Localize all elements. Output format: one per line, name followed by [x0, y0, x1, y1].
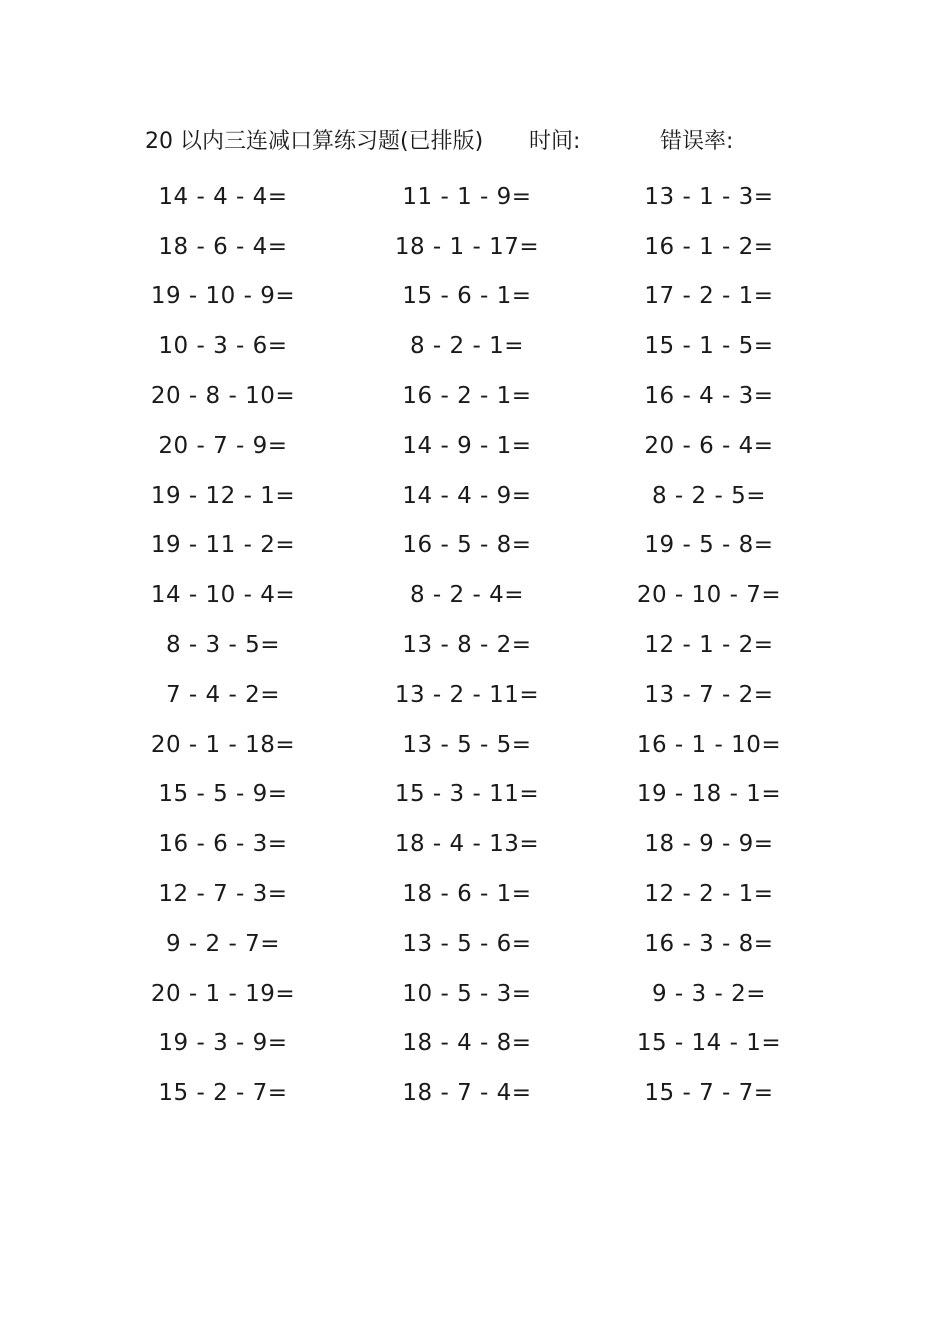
problem-item: 19 - 3 - 9= [158, 1030, 288, 1057]
problem-item: 18 - 7 - 4= [402, 1080, 532, 1107]
problem-row [100, 521, 850, 571]
problem-item: 15 - 7 - 7= [644, 1080, 774, 1107]
problem-row [100, 919, 850, 969]
problem-item: 18 - 6 - 4= [158, 233, 288, 260]
problem-item: 13 - 5 - 6= [402, 930, 532, 957]
problem-row [100, 321, 850, 371]
problem-item: 20 - 1 - 19= [150, 980, 296, 1007]
problem-item: 20 - 8 - 10= [150, 383, 296, 410]
page-title: 20 以内三连减口算练习题(已排版) [145, 129, 484, 154]
problem-item: 15 - 5 - 9= [158, 781, 288, 808]
problem-item: 14 - 4 - 9= [402, 482, 532, 509]
problem-item: 15 - 6 - 1= [402, 283, 532, 310]
problem-item: 18 - 4 - 8= [402, 1030, 532, 1057]
problem-item: 14 - 4 - 4= [158, 183, 288, 210]
problem-item: 20 - 1 - 18= [150, 731, 296, 758]
problem-item: 10 - 5 - 3= [402, 980, 532, 1007]
problem-item: 18 - 4 - 13= [394, 831, 540, 858]
problem-item: 20 - 6 - 4= [644, 432, 774, 459]
problem-row [100, 620, 850, 670]
problem-row [100, 770, 850, 820]
problem-item: 15 - 3 - 11= [394, 781, 540, 808]
problem-item: 18 - 1 - 17= [394, 233, 540, 260]
problem-item: 16 - 5 - 8= [402, 532, 532, 559]
problem-item: 16 - 1 - 10= [636, 731, 782, 758]
problem-item: 12 - 7 - 3= [158, 881, 288, 908]
problem-item: 9 - 3 - 2= [651, 980, 766, 1007]
problem-item: 15 - 14 - 1= [636, 1030, 782, 1057]
problem-item: 16 - 4 - 3= [644, 383, 774, 410]
problem-item: 8 - 2 - 5= [651, 482, 766, 509]
problem-item: 19 - 11 - 2= [150, 532, 296, 559]
problem-item: 8 - 3 - 5= [165, 632, 280, 659]
problem-item: 13 - 2 - 11= [394, 681, 540, 708]
problem-row [100, 272, 850, 322]
problem-item: 16 - 3 - 8= [644, 930, 774, 957]
problem-item: 16 - 6 - 3= [158, 831, 288, 858]
problem-row [100, 819, 850, 869]
problem-item: 13 - 5 - 5= [402, 731, 532, 758]
problem-item: 17 - 2 - 1= [644, 283, 774, 310]
problem-item: 19 - 12 - 1= [150, 482, 296, 509]
problem-item: 13 - 1 - 3= [644, 183, 774, 210]
problem-item: 19 - 10 - 9= [150, 283, 296, 310]
problem-row [100, 421, 850, 471]
problem-item: 9 - 2 - 7= [165, 930, 280, 957]
problem-item: 8 - 2 - 1= [409, 333, 524, 360]
problem-item: 14 - 10 - 4= [150, 582, 296, 609]
problem-item: 10 - 3 - 6= [158, 333, 288, 360]
problem-row [100, 471, 850, 521]
problem-item: 13 - 8 - 2= [402, 632, 532, 659]
problem-row [100, 1019, 850, 1069]
problem-row [100, 720, 850, 770]
problem-row [100, 670, 850, 720]
problem-row [100, 172, 850, 222]
problem-item: 12 - 2 - 1= [644, 881, 774, 908]
problem-row [100, 222, 850, 272]
error-rate-label: 错误率: [660, 129, 734, 154]
problem-item: 18 - 6 - 1= [402, 881, 532, 908]
problem-row [100, 570, 850, 620]
problem-item: 7 - 4 - 2= [165, 681, 280, 708]
problem-item: 18 - 9 - 9= [644, 831, 774, 858]
problem-grid [100, 172, 850, 1118]
problem-row [100, 371, 850, 421]
problem-item: 16 - 2 - 1= [402, 383, 532, 410]
problem-item: 20 - 7 - 9= [158, 432, 288, 459]
problem-row [100, 969, 850, 1019]
problem-row [100, 1068, 850, 1118]
problem-item: 20 - 10 - 7= [636, 582, 782, 609]
problem-item: 13 - 7 - 2= [644, 681, 774, 708]
problem-item: 12 - 1 - 2= [644, 632, 774, 659]
problem-item: 19 - 18 - 1= [636, 781, 782, 808]
time-label: 时间: [529, 129, 581, 154]
problem-item: 11 - 1 - 9= [402, 183, 532, 210]
problem-item: 15 - 2 - 7= [158, 1080, 288, 1107]
problem-item: 19 - 5 - 8= [644, 532, 774, 559]
problem-item: 16 - 1 - 2= [644, 233, 774, 260]
problem-item: 14 - 9 - 1= [402, 432, 532, 459]
problem-item: 8 - 2 - 4= [409, 582, 524, 609]
problem-row [100, 869, 850, 919]
problem-item: 15 - 1 - 5= [644, 333, 774, 360]
